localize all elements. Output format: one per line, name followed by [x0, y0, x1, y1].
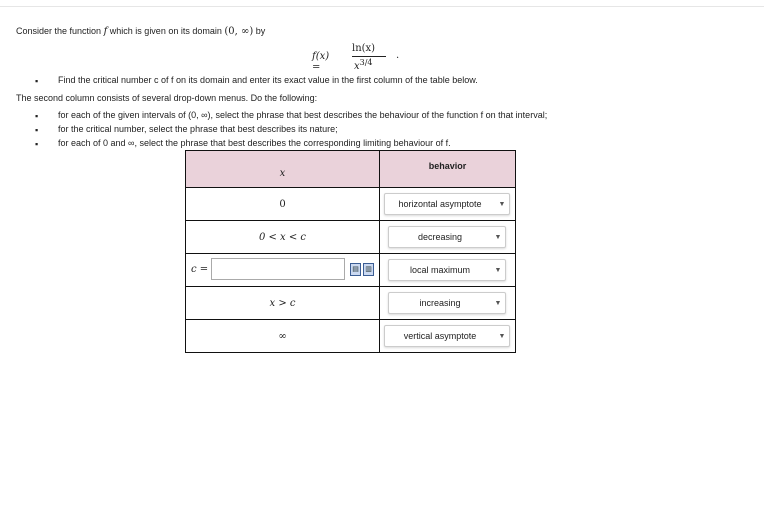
denominator-exponent: 3/4	[359, 58, 373, 67]
instruction-bullet-1: for each of the given intervals of (0, ∞), select the phrase that best describes the behaviour of the function f on that interval;	[58, 110, 548, 120]
dropdown-value: horizontal asymptote	[398, 199, 482, 209]
fraction-bar	[352, 56, 386, 57]
preview-icon[interactable]: ▥	[363, 263, 374, 276]
dropdown-value: decreasing	[417, 232, 463, 242]
behavior-dropdown-critical[interactable]	[388, 259, 506, 281]
critical-number-label: c =	[191, 264, 209, 275]
denominator-base: x	[354, 61, 360, 72]
equation-editor-icon[interactable]: ▤	[350, 263, 361, 276]
answer-table	[185, 150, 516, 353]
dropdown-caret-icon: ▼	[498, 200, 506, 208]
critical-number-input[interactable]	[211, 258, 345, 280]
instruction-bullet-2: for the critical number, select the phrase that best describes its nature;	[58, 124, 338, 134]
table-header-row	[186, 151, 516, 188]
formula-lhs: f(x) =	[312, 51, 330, 73]
table-row	[186, 221, 516, 254]
table-row	[186, 320, 516, 353]
intro-text-mid: which is given on its domain	[109, 26, 222, 36]
x-cell-interval-right: x > c	[186, 287, 380, 320]
dropdown-caret-icon: ▼	[494, 266, 502, 274]
dropdown-caret-icon: ▼	[494, 299, 502, 307]
dropdown-caret-icon: ▼	[494, 233, 502, 241]
top-divider	[0, 6, 764, 7]
formula-denominator	[354, 58, 373, 72]
table-row	[186, 254, 516, 287]
behavior-cell	[380, 287, 516, 320]
formula-numerator: ln(x)	[352, 43, 376, 54]
header-x-cell	[186, 151, 380, 188]
dropdown-value: local maximum	[409, 265, 470, 275]
table-row	[186, 287, 516, 320]
intro-f-symbol: f	[103, 26, 108, 37]
intro-text-post: by	[255, 26, 266, 36]
behavior-cell	[380, 188, 516, 221]
behavior-dropdown-infinity[interactable]	[384, 325, 510, 347]
x-cell-critical	[186, 254, 380, 287]
task1-text: Find the critical number c of f on its domain and enter its exact value in the first column of the table below.	[58, 75, 478, 85]
x-cell-interval-left: 0 < x < c	[186, 221, 380, 254]
behavior-dropdown-interval-right[interactable]	[388, 292, 506, 314]
dropdown-value: increasing	[419, 298, 461, 308]
header-behavior-cell	[380, 151, 516, 188]
bullet-dot: ▪	[35, 125, 39, 135]
table-row	[186, 188, 516, 221]
behavior-dropdown-zero[interactable]	[384, 193, 510, 215]
instruction-bullet-3: for each of 0 and ∞, select the phrase that best describes the corresponding limiting behaviour of f.	[58, 138, 451, 148]
header-behavior-label: behavior	[428, 161, 467, 171]
intro-text: Consider the function	[16, 26, 102, 36]
task2-intro: The second column consists of several drop-down menus. Do the following:	[16, 93, 318, 103]
x-cell-infinity: ∞	[186, 320, 380, 353]
behavior-dropdown-interval-left[interactable]	[388, 226, 506, 248]
dropdown-caret-icon: ▼	[498, 332, 506, 340]
dropdown-value: vertical asymptote	[403, 331, 477, 341]
header-x-label: x	[279, 168, 286, 179]
behavior-cell	[380, 320, 516, 353]
intro-line	[16, 26, 265, 37]
bullet-dot: ▪	[35, 76, 39, 86]
bullet-dot: ▪	[35, 139, 39, 149]
bullet-dot: ▪	[35, 111, 39, 121]
behavior-cell	[380, 254, 516, 287]
behavior-cell	[380, 221, 516, 254]
x-cell-zero: 0	[186, 188, 380, 221]
formula-period: .	[396, 50, 400, 61]
intro-domain: (0, ∞)	[224, 26, 254, 37]
